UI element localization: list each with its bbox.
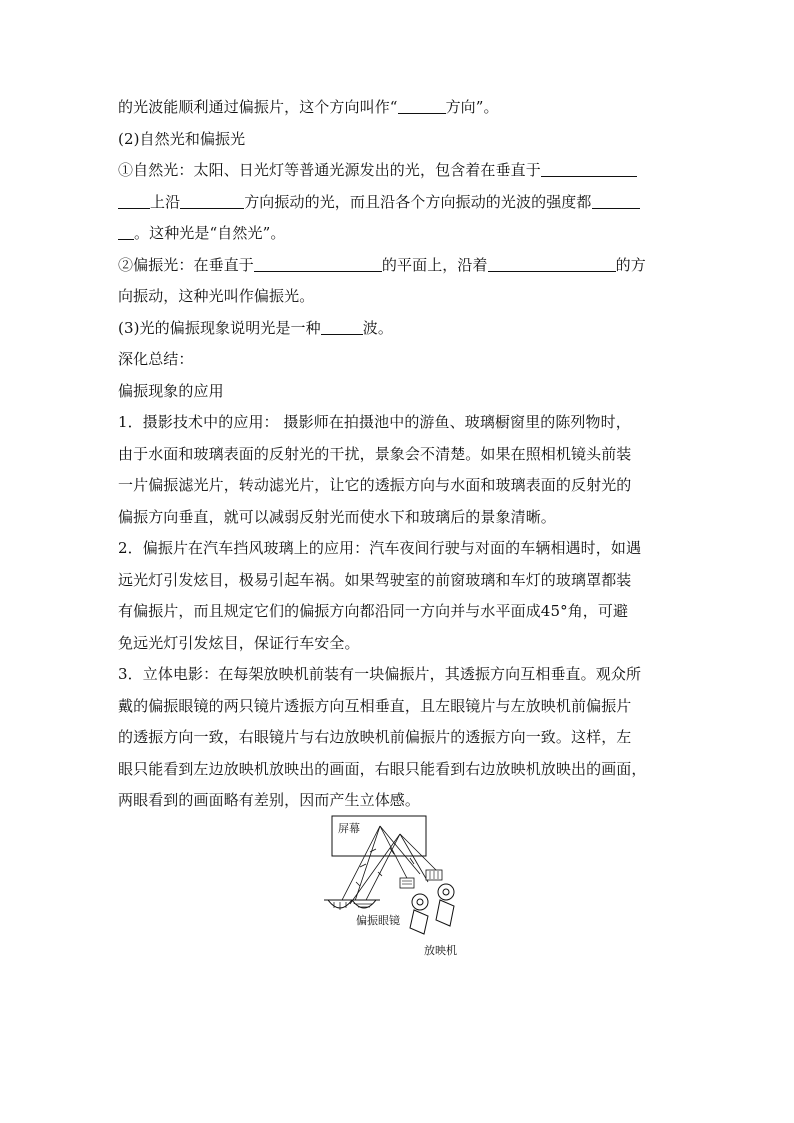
text-line	[118, 250, 684, 282]
screen-label: 屏幕	[338, 822, 360, 835]
text-line	[118, 722, 684, 754]
text-span: 的透振方向一致，右眼镜片与右边放映机前偏振片的透振方向一致。这样，左	[118, 728, 632, 746]
text-span: 上沿	[150, 192, 181, 211]
text-span: 眼只能看到左边放映机放映出的画面，右眼只能看到右边放映机放映出的画面，	[118, 759, 647, 778]
fill-blank	[321, 316, 363, 335]
section-heading	[118, 344, 684, 376]
text-span: 的光波能顺利通过偏振片，这个方向叫作“	[118, 98, 398, 116]
fill-blank	[118, 221, 134, 240]
text-span: 偏振现象的应用	[118, 381, 224, 400]
fill-blank	[254, 253, 382, 272]
text-line	[118, 565, 684, 597]
text-line	[118, 691, 684, 723]
text-span: (2)自然光和偏振光	[118, 129, 246, 148]
text-line	[118, 155, 684, 187]
glasses-label: 偏振眼镜	[356, 914, 400, 927]
text-line	[118, 754, 684, 786]
text-span: 免远光灯引发炫目，保证行车安全。	[118, 633, 360, 652]
fill-blank	[541, 158, 637, 177]
text-line	[118, 313, 684, 345]
text-line	[118, 659, 684, 691]
text-span: 远光灯引发炫目，极易引起车祸。如果驾驶室的前窗玻璃和车灯的玻璃罩都装	[118, 570, 632, 589]
fill-blank	[118, 190, 150, 209]
text-line	[118, 407, 684, 439]
text-span: (3)光的偏振现象说明光是一种	[118, 318, 321, 337]
text-span: 戴的偏振眼镜的两只镜片透振方向互相垂直，且左眼镜片与左放映机前偏振片	[118, 696, 632, 715]
text-span: 方向”。	[445, 98, 499, 116]
text-span: 2．偏振片在汽车挡风玻璃上的应用：汽车夜间行驶与对面的车辆相遇时，如遇	[118, 539, 642, 557]
text-span: 方向振动的光，而且沿各个方向振动的光波的强度都	[244, 192, 592, 211]
text-span: 1．摄影技术中的应用： 摄影师在拍摄池中的游鱼、玻璃橱窗里的陈列物时，	[118, 413, 631, 431]
text-span: 向振动，这种光叫作偏振光。	[118, 287, 315, 305]
fill-blank	[488, 253, 616, 272]
text-line	[118, 470, 684, 502]
diagram-svg	[320, 812, 460, 962]
text-span: 有偏振片，而且规定它们的偏振方向都沿同一方向并与水平面成45°角，可避	[118, 602, 629, 620]
stereo-projection-diagram	[320, 812, 460, 962]
fill-blank	[180, 190, 244, 209]
text-span: 偏振方向垂直，就可以减弱反射光而使水下和玻璃后的景象清晰。	[118, 507, 556, 526]
text-span: 的方	[615, 255, 646, 274]
text-span: 。这种光是“自然光”。	[134, 224, 286, 242]
text-span: 深化总结：	[118, 350, 194, 368]
text-span: 两眼看到的画面略有差别，因而产生立体感。	[118, 791, 421, 809]
text-line	[118, 502, 684, 534]
text-span: ②偏振光：在垂直于	[118, 255, 254, 274]
body-text	[118, 92, 684, 817]
text-line	[118, 533, 684, 565]
polarizer-plates	[400, 870, 442, 888]
light-rays	[340, 826, 438, 904]
fill-blank	[398, 95, 446, 114]
text-line	[118, 628, 684, 660]
text-span: 一片偏振滤光片，转动滤光片，让它的透振方向与水面和玻璃表面的反射光的	[118, 476, 632, 494]
text-span: ①自然光：太阳、日光灯等普通光源发出的光，包含着在垂直于	[118, 161, 541, 179]
projector-label: 放映机	[424, 944, 457, 957]
projector-icon	[410, 884, 454, 934]
text-line	[118, 281, 684, 313]
text-line	[118, 92, 684, 124]
text-line	[118, 439, 684, 471]
text-line	[118, 187, 684, 219]
text-span: 的平面上，沿着	[381, 255, 488, 274]
text-line	[118, 596, 684, 628]
section-heading	[118, 124, 684, 156]
text-span: 由于水面和玻璃表面的反射光的干扰，景象会不清楚。如果在照相机镜头前装	[118, 444, 632, 463]
section-heading	[118, 376, 684, 408]
text-span: 3．立体电影：在每架放映机前装有一块偏振片，其透振方向互相垂直。观众所	[118, 665, 642, 683]
text-span: 波。	[362, 318, 393, 337]
fill-blank	[592, 190, 640, 209]
text-line	[118, 218, 684, 250]
